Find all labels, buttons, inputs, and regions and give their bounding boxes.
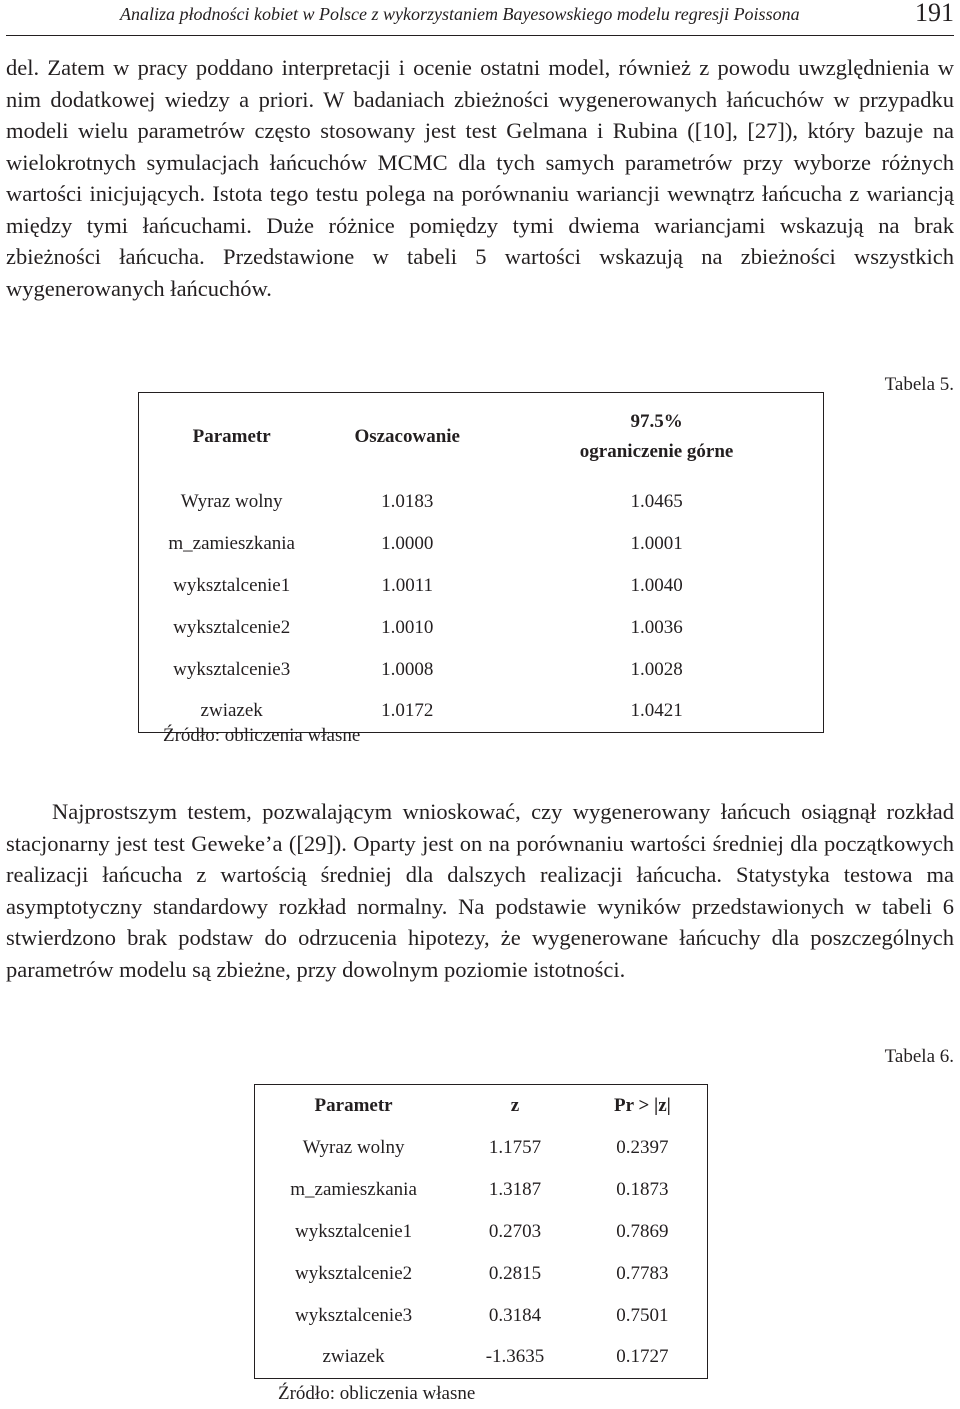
table6: [254, 1084, 708, 1379]
table6-cell-p: 0.7501: [616, 1304, 669, 1326]
table6-header-p-value: Pr > |z|: [614, 1094, 671, 1116]
table6-cell-z: 1.3187: [488, 1178, 542, 1200]
table6-cell-param: m_zamieszkania: [290, 1178, 417, 1200]
table6-cell-z: 0.2815: [488, 1262, 542, 1284]
table5: [138, 392, 824, 733]
table6-label: Tabela 6.: [884, 1046, 954, 1067]
table-row: [255, 1337, 708, 1379]
table6-cell-param: zwiazek: [322, 1346, 385, 1368]
table6-cell-p: 0.1873: [616, 1178, 669, 1200]
header-rule: [6, 35, 954, 36]
body-paragraph-1: del. Zatem w pracy poddano interpretacji i ocenie ostatni model, również z powodu uwzględnienia w nim dodatkowej wiedzy a priori. W badaniach zbieżności wygenerowanych łańcuchów w przypadku modeli wielu parametrów często stosowany jest test Gelmana i Rubina ([10], [27]), który bazuje na wielokrotnych symulacjach łańcuchów MCMC dla tych samych parametrów przy wyborze różnych wartości inicjujących. Istota tego testu polega na porównaniu wariancji wewnątrz łańcucha z wariancją między tymi łańcuchami. Duże różnice pomiędzy tymi dwiema wariancjami wskazują na brak zbieżności łańcucha. Przedstawione w tabeli 5 wartości wskazują na zbieżności wszystkich wygenerowanych łańcuchów.: [6, 55, 954, 301]
table-row: [139, 649, 824, 691]
table6-cell-p: 0.7869: [616, 1220, 669, 1242]
table5-source: Źródło: obliczenia własne: [163, 725, 361, 746]
running-header: [0, 0, 960, 40]
table6-header-parametr: Parametr: [314, 1094, 393, 1116]
table5-cell-param: wyksztalcenie2: [173, 616, 291, 638]
table6-header-z: z: [510, 1094, 520, 1116]
page-number: 191: [915, 0, 954, 27]
table6-cell-p: 0.7783: [616, 1262, 669, 1284]
table5-header-upper-bound-line1: 97.5%: [630, 410, 683, 432]
table5-cell-upper: 1.0040: [630, 574, 683, 596]
table6-cell-z: 0.2703: [488, 1220, 542, 1242]
table5-cell-upper: 1.0036: [630, 616, 683, 638]
table5-cell-upper: 1.0421: [630, 700, 683, 722]
table6-cell-param: Wyraz wolny: [302, 1136, 405, 1158]
table5-cell-param: Wyraz wolny: [180, 490, 283, 512]
table5-header-parametr: Parametr: [192, 425, 271, 447]
table6-cell-p: 0.1727: [616, 1346, 669, 1368]
table6-cell-param: wyksztalcenie2: [295, 1262, 413, 1284]
table-row: [255, 1295, 708, 1337]
table6-cell-param: wyksztalcenie1: [295, 1220, 413, 1242]
table-row: [255, 1169, 708, 1211]
table6-header-row: [255, 1085, 708, 1127]
table5-header-oszacowanie: Oszacowanie: [354, 425, 460, 447]
table5-cell-estimate: 1.0011: [381, 574, 433, 596]
table5-cell-upper: 1.0465: [630, 490, 683, 512]
table5-label: Tabela 5.: [884, 374, 954, 395]
table-row: [255, 1127, 708, 1169]
table5-cell-upper: 1.0028: [630, 658, 683, 680]
table5-header-upper-bound: [490, 393, 823, 481]
table5-cell-param: wyksztalcenie3: [173, 658, 291, 680]
table-row: [255, 1211, 708, 1253]
table-row: [139, 523, 824, 565]
table-row: [139, 481, 824, 523]
table5-cell-estimate: 1.0008: [381, 658, 434, 680]
table6-cell-z: 0.3184: [488, 1304, 542, 1326]
table5-cell-param: wyksztalcenie1: [173, 574, 291, 596]
table5-cell-estimate: 1.0183: [381, 490, 434, 512]
table5-cell-upper: 1.0001: [630, 532, 683, 554]
table5-cell-estimate: 1.0010: [381, 616, 434, 638]
table5-cell-param: m_zamieszkania: [168, 532, 295, 554]
table5-header-upper-bound-line2: ograniczenie górne: [579, 440, 734, 462]
table6-source: Źródło: obliczenia własne: [278, 1383, 476, 1404]
table6-cell-z: 1.1757: [488, 1136, 542, 1158]
table6-cell-z: -1.3635: [485, 1346, 545, 1368]
body-paragraph-2: Najprostszym testem, pozwalającym wnioskować, czy wygenerowany łańcuch osiągnął rozkład stacjonarny jest test Geweke’a ([29]). Oparty jest on na porównaniu wartości średniej dla początkowych realizacji łańcucha z wartością średniej dla dalszych realizacji łańcucha. Statystyka testowa ma asymptotyczny standardowy rozkład normalny. Na podstawie wyników przedstawionych w tabeli 6 stwierdzono brak podstaw do odrzucenia hipotezy, że wygenerowane łańcuchy dla poszczególnych parametrów modelu są zbieżne, przy dowolnym poziomie istotności.: [6, 799, 954, 982]
table5-header-row: [139, 393, 824, 481]
table-row: [139, 607, 824, 649]
table-row: [255, 1253, 708, 1295]
table-row: [139, 565, 824, 607]
table6-cell-param: wyksztalcenie3: [295, 1304, 413, 1326]
table5-cell-estimate: 1.0172: [381, 700, 434, 722]
running-title: Analiza płodności kobiet w Polsce z wykorzystaniem Bayesowskiego modelu regresji Poissona: [120, 4, 800, 24]
table5-cell-param: zwiazek: [200, 700, 263, 722]
table5-cell-estimate: 1.0000: [381, 532, 434, 554]
table6-cell-p: 0.2397: [616, 1136, 669, 1158]
